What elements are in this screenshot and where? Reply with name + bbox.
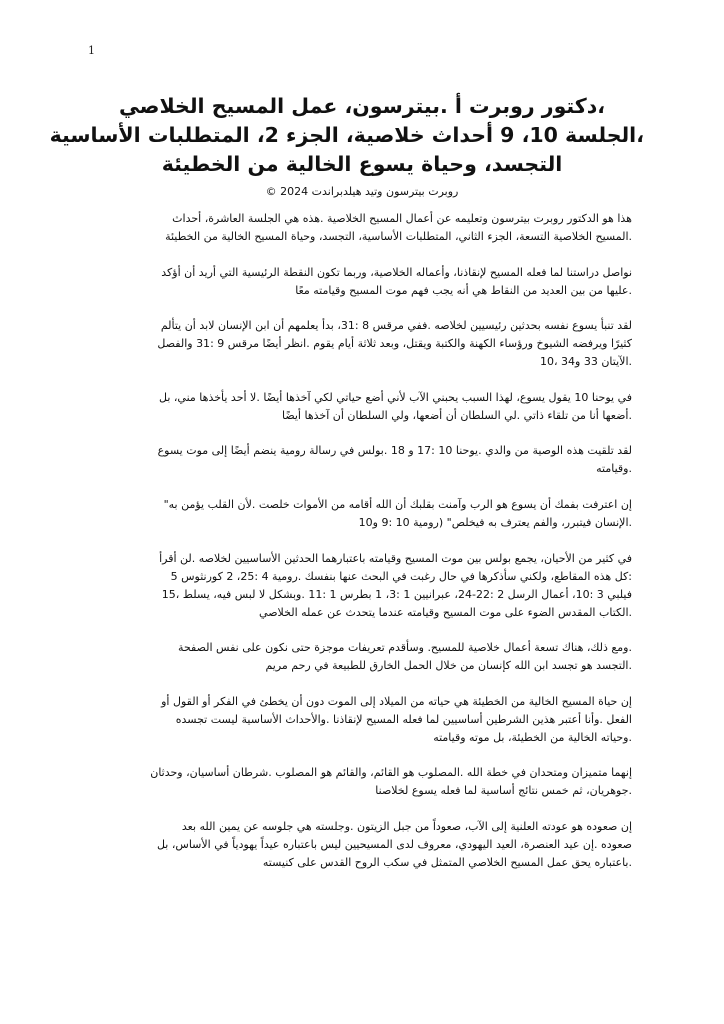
page-number: 1 bbox=[88, 44, 95, 57]
paragraph bbox=[92, 264, 632, 300]
text-line: هذا هو الدكتور روبرت بيترسون وتعليمه عن أعمال المسيح الخلاصية .هذه هي الجلسة العاشرة، أحداث bbox=[172, 212, 632, 225]
text-line: نواصل دراستنا لما فعله المسيح لإنقاذنا، وأعماله الخلاصية، وربما تكون النقطة الرئيسية التي أريد أن أؤكد bbox=[161, 265, 632, 279]
text-line: .باعتباره يحق عمل المسيح الخلاصي المتمثل في سكب الروح القدس على كنيسته bbox=[262, 855, 632, 869]
text-line: .وقيامته bbox=[596, 462, 632, 476]
text-line: إن حياة المسيح الخالية من الخطيئة هي حياته من الميلاد إلى الموت دون أن يخطئ في الفكر أو القول أو bbox=[161, 694, 632, 708]
text-line: .ومع ذلك، هناك تسعة أعمال خلاصية للمسيح. وسأقدم تعريفات موجزة حتى نكون على نفس الصفحة bbox=[178, 641, 632, 655]
paragraph bbox=[92, 639, 632, 675]
text-line: :كل هذه المقاطع، ولكني سأذكرها في حال رغبت في البحث عنها بنفسك .رومية 4 :25، 2 كورنثوس 5 bbox=[170, 569, 632, 583]
paragraph bbox=[92, 550, 632, 622]
text-line: لقد تنبأ يسوع نفسه بحدثين رئيسيين لخلاصه .ففي مرقس 8 :31، بدأ يعلمهم أن ابن الإنسان لابد أن يتألم bbox=[160, 319, 632, 333]
title-line: ،دكتور روبرت أ .بيترسون، عمل المسيح الخلاصي bbox=[118, 94, 606, 118]
text-line: .عليها من بين العديد من النقاط هي أنه يجب فهم موت المسيح وقيامته معًا bbox=[295, 283, 632, 297]
document-body bbox=[92, 210, 632, 890]
paragraph bbox=[92, 764, 632, 800]
text-line: الفعل .وأنا أعتبر هذين الشرطين أساسيين لما فعله المسيح لإنقاذنا .والأحداث الأساسية ليست تجسده bbox=[175, 712, 632, 726]
text-line: لقد تلقيت هذه الوصية من والدي .يوحنا 10 :17 و 18 .بولس في رسالة رومية ينضم أيضًا إلى موت يسوع bbox=[157, 444, 632, 458]
text-line: فيلبي 3 :10، أعمال الرسل 2 :22-24، عبرانيين 1 :3، 1 بطرس 1 :11 .وبشكل لا لبس فيه، يسلط ،15 bbox=[161, 587, 632, 601]
paragraph bbox=[92, 210, 632, 246]
text-line: إن صعوده هو عودته العلنية إلى الآب، صعوداً من جبل الزيتون .وجلسته هي جلوسه عن يمين الله بعد bbox=[181, 819, 632, 833]
text-line: .المسيح الخلاصية التسعة، الجزء الثاني، المتطلبات الأساسية، التجسد، وحياة المسيح الخالية من الخطيئة bbox=[165, 230, 632, 243]
text-line: .أضعها أنا من تلقاء ذاتي .لي السلطان أن أضعها، ولي السلطان أن آخذها أيضًا bbox=[281, 408, 632, 422]
text-line: في كثير من الأحيان، يجمع بولس بين موت المسيح وقيامته باعتبارهما الحدثين الأساسيين لخلاصه .لن أقرأ bbox=[159, 551, 632, 565]
paragraph bbox=[92, 317, 632, 371]
text-line: .وحياته الخالية من الخطيئة، بل موته وقيامته bbox=[433, 730, 632, 744]
text-line: صعوده .إن عيد العنصرة، العيد اليهودي، معروف لدى المسيحيين ليس باعتباره عيداً يهودياً في الأساس، بل bbox=[156, 837, 632, 851]
title-line: التجسد، وحياة يسوع الخالية من الخطيئة bbox=[161, 152, 563, 176]
text-line: كثيرًا ويرفضه الشيوخ ورؤساء الكهنة والكتبة ويقتل، وبعد ثلاثة أيام يقوم .انظر أيضًا مرقس 9 :31 والفصل bbox=[157, 337, 632, 351]
paragraph bbox=[92, 389, 632, 425]
title-line: ،الجلسة 10، 9 أحداث خلاصية، الجزء 2، المتطلبات الأساسية bbox=[49, 123, 644, 147]
paragraph bbox=[92, 442, 632, 478]
copyright-line: روبرت بيترسون وتيد هيلدبراندت 2024 © bbox=[265, 185, 459, 198]
text-line: إنهما متميزان ومتحدان في خطة الله .المصلوب هو القائم، والقائم هو المصلوب .شرطان أساسيان، وحدثان bbox=[150, 766, 632, 780]
paragraph bbox=[92, 693, 632, 747]
text-line: في يوحنا 10 يقول يسوع، لهذا السبب يحبني الآب لأني أضع حياتي لكي آخذها أيضًا .لا أحد يأخذها مني، بل bbox=[158, 390, 632, 404]
paragraph bbox=[92, 496, 632, 532]
text-line: .الآيتان 33 و34 ،10 bbox=[540, 355, 632, 369]
document-title bbox=[49, 92, 644, 179]
text-line: .جوهريان، ثم خمس نتائج أساسية لما فعله يسوع لخلاصنا bbox=[375, 784, 632, 798]
paragraph bbox=[92, 818, 632, 872]
text-line: .الكتاب المقدس الضوء على موت المسيح وقيامته عندما يتحدث عن عمله الخلاصي bbox=[259, 605, 632, 619]
text-line: .الإنسان فيتبرر، والفم يعترف به فيخلص" (رومية 10 :9 و10 bbox=[358, 515, 632, 529]
text-line: إن اعترفت بفمك أن يسوع هو الرب وآمنت بقلبك أن الله أقامه من الأموات خلصت .لأن القلب يؤمن به" bbox=[163, 497, 632, 511]
text-line: .التجسد هو تجسد ابن الله كإنسان من خلال الحمل الخارق للطبيعة في رحم مريم bbox=[265, 659, 632, 673]
